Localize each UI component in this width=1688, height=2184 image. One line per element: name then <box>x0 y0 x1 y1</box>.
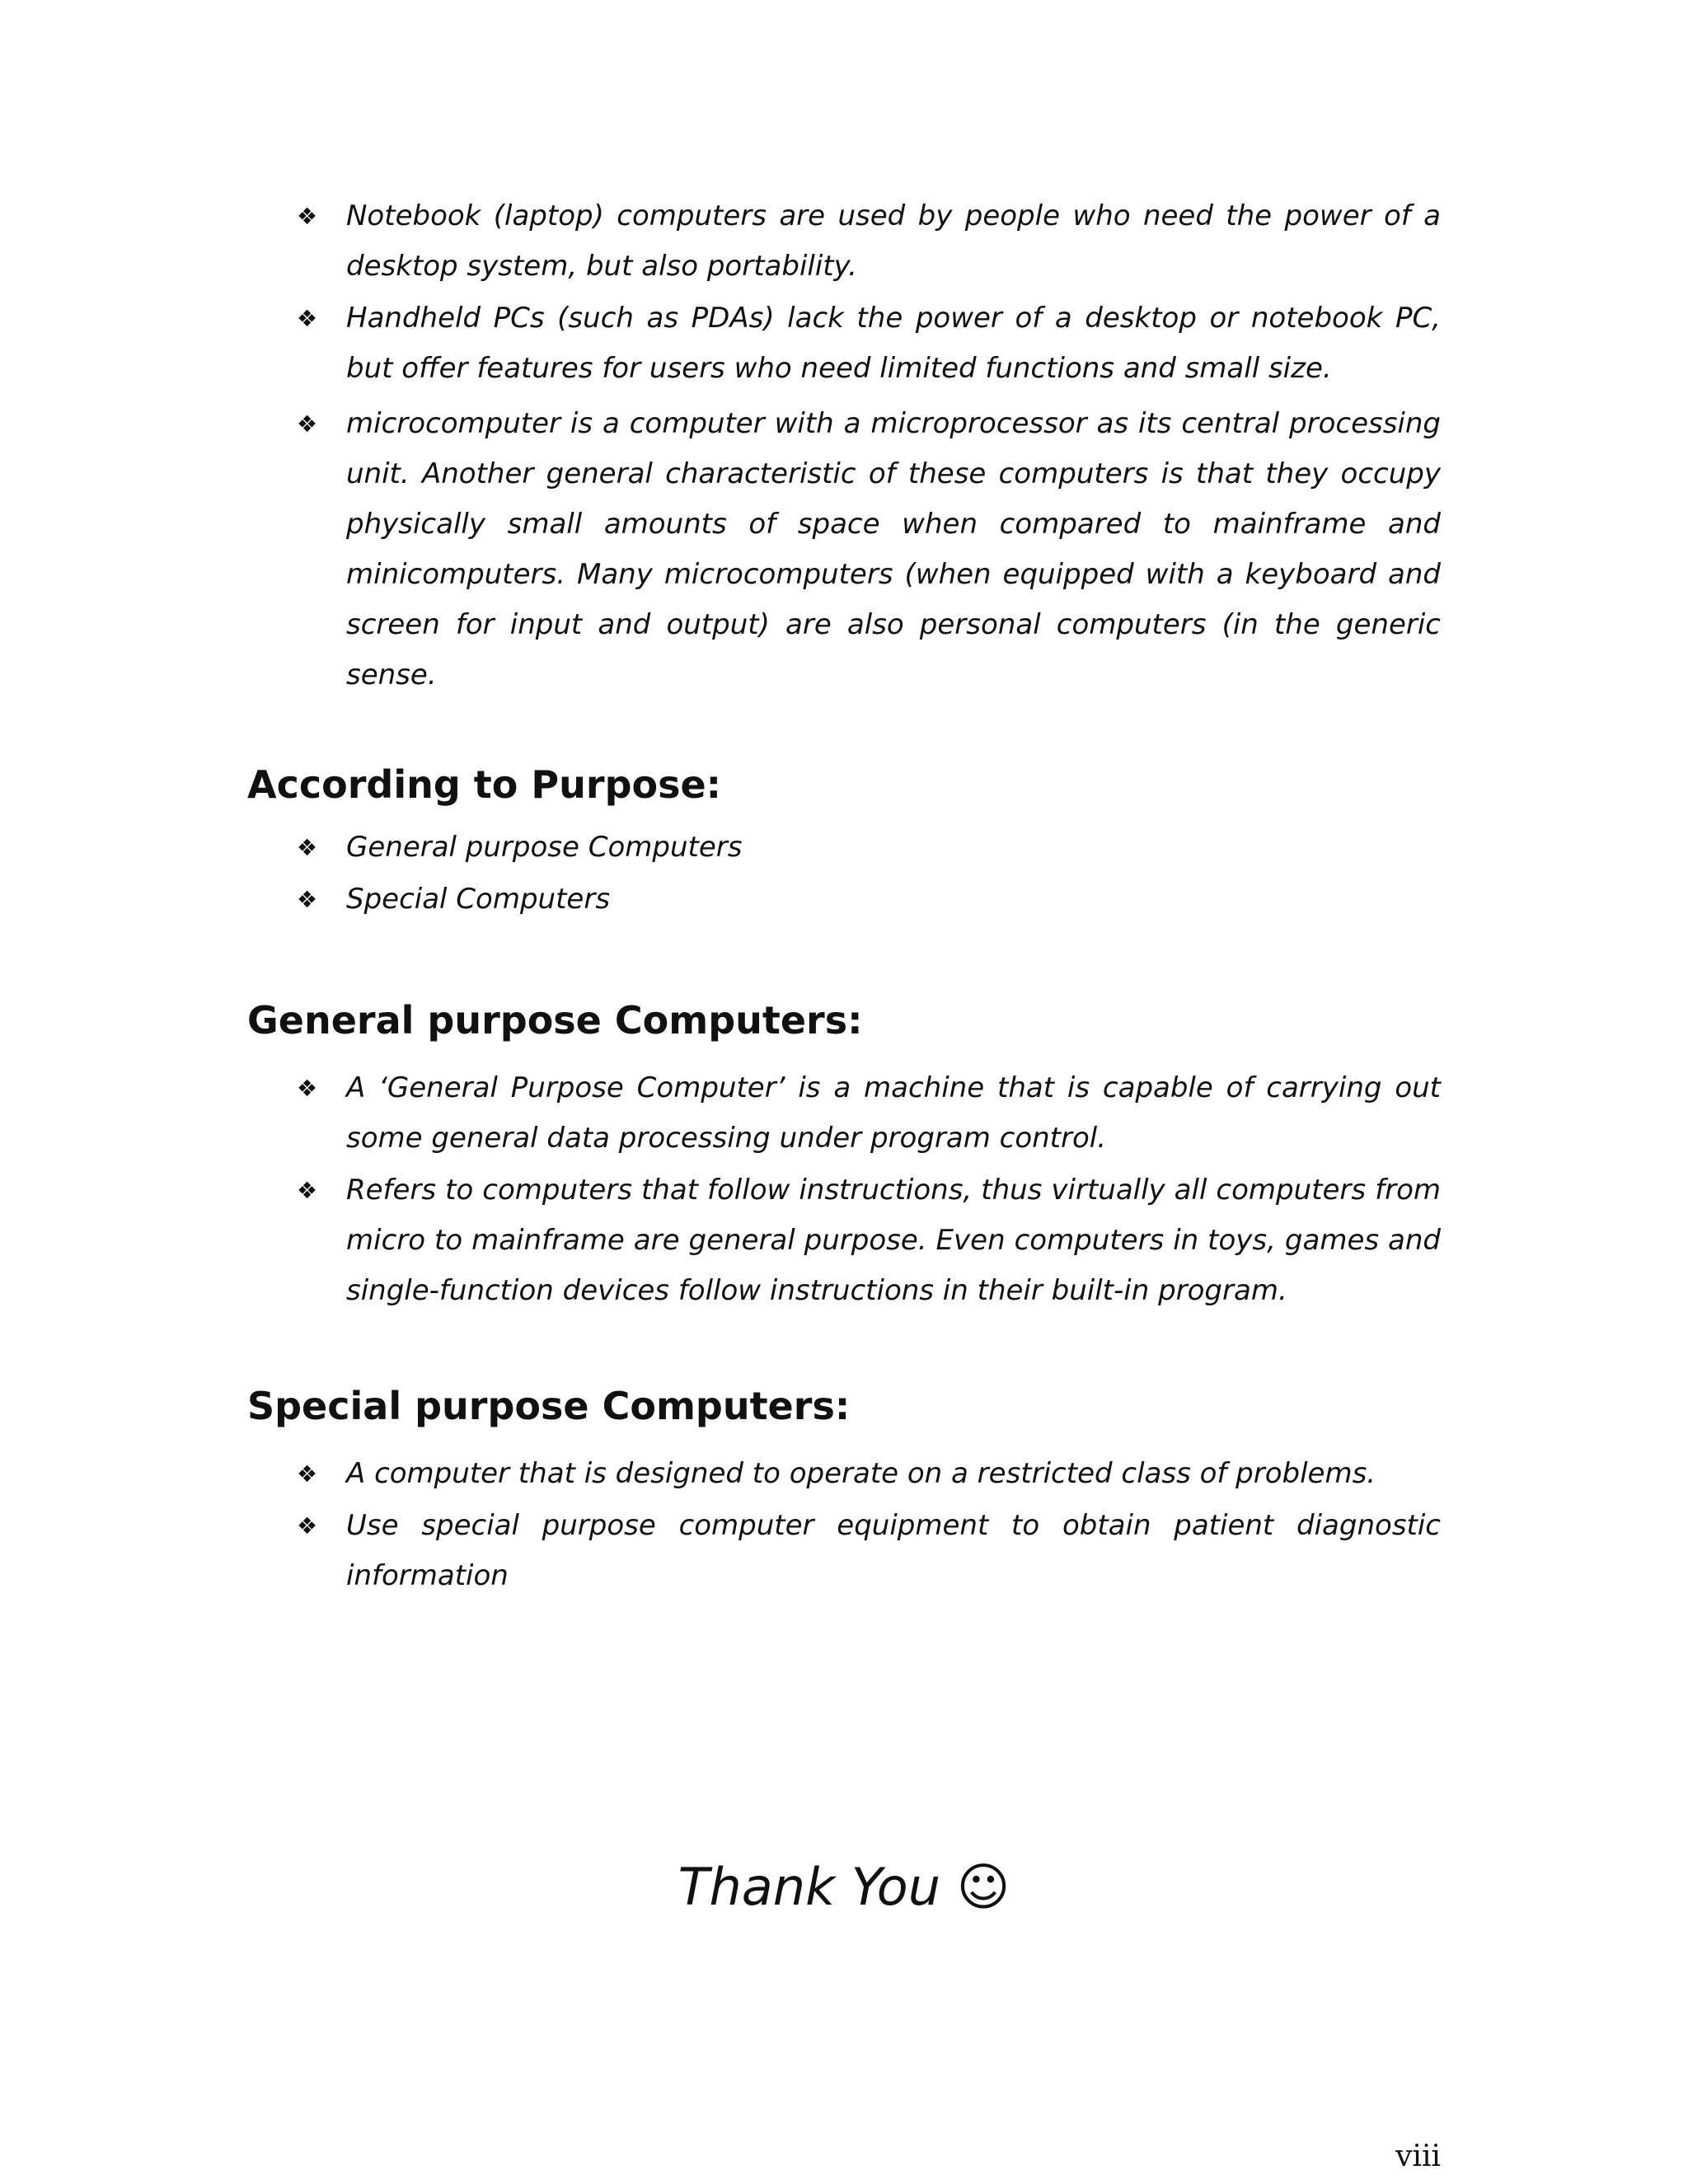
diamond-bullet-icon: ❖ <box>297 410 318 438</box>
list-item-text: Use special purpose computer equipment to obtain patient diagnostic information <box>346 1509 1441 1592</box>
diamond-bullet-icon: ❖ <box>297 203 318 230</box>
diamond-bullet-icon: ❖ <box>297 1075 318 1102</box>
list-item <box>297 823 1441 873</box>
list-item-text: A computer that is designed to operate on a restricted class of problems. <box>346 1457 1376 1490</box>
general-bullet-list <box>297 1063 1441 1318</box>
list-item-text: Handheld PCs (such as PDAs) lack the power of a desktop or notebook PC, but offer features for users who need limited functions and small size. <box>346 302 1441 385</box>
list-item <box>297 293 1441 394</box>
thank-you-closing: Thank You ☺ <box>678 1857 1010 1917</box>
diamond-bullet-icon: ❖ <box>297 834 318 861</box>
diamond-bullet-icon: ❖ <box>297 305 318 332</box>
section-heading-general-purpose: General purpose Computers: <box>247 998 863 1043</box>
list-item-text: Refers to computers that follow instructions, thus virtually all computers from micro to mainframe are general purpose. Even computers in toys, games and single-function devices follow instructions in their built-in program. <box>346 1174 1441 1307</box>
list-item <box>297 191 1441 292</box>
list-item-text: A ‘General Purpose Computer’ is a machine that is capable of carrying out some general data processing under program control. <box>346 1071 1441 1155</box>
list-item-text: microcomputer is a computer with a microprocessor as its central processing unit. Another general characteristic of these computers is that they occupy physically small amounts of space when compared to mainframe and minicomputers. Many microcomputers (when equipped with a keyboard and screen for input and output) are also personal computers (in the generic sense. <box>346 407 1441 691</box>
diamond-bullet-icon: ❖ <box>297 886 318 913</box>
list-item <box>297 1165 1441 1316</box>
section-heading-special-purpose: Special purpose Computers: <box>247 1384 851 1428</box>
list-item-text: General purpose Computers <box>346 831 743 864</box>
list-item <box>297 1501 1441 1601</box>
purpose-bullet-list <box>297 823 1441 926</box>
diamond-bullet-icon: ❖ <box>297 1177 318 1204</box>
list-item <box>297 1449 1441 1499</box>
list-item <box>297 874 1441 925</box>
diamond-bullet-icon: ❖ <box>297 1512 318 1540</box>
diamond-bullet-icon: ❖ <box>297 1460 318 1488</box>
page-number: viii <box>1395 2139 1441 2173</box>
list-item-text: Notebook (laptop) computers are used by people who need the power of a desktop system, but also portability. <box>346 199 1441 283</box>
section-heading-according-to-purpose: According to Purpose: <box>247 762 722 807</box>
list-item <box>297 1063 1441 1164</box>
special-bullet-list <box>297 1449 1441 1603</box>
list-item <box>297 399 1441 701</box>
list-item-text: Special Computers <box>346 883 611 916</box>
intro-bullet-list <box>297 191 1441 702</box>
